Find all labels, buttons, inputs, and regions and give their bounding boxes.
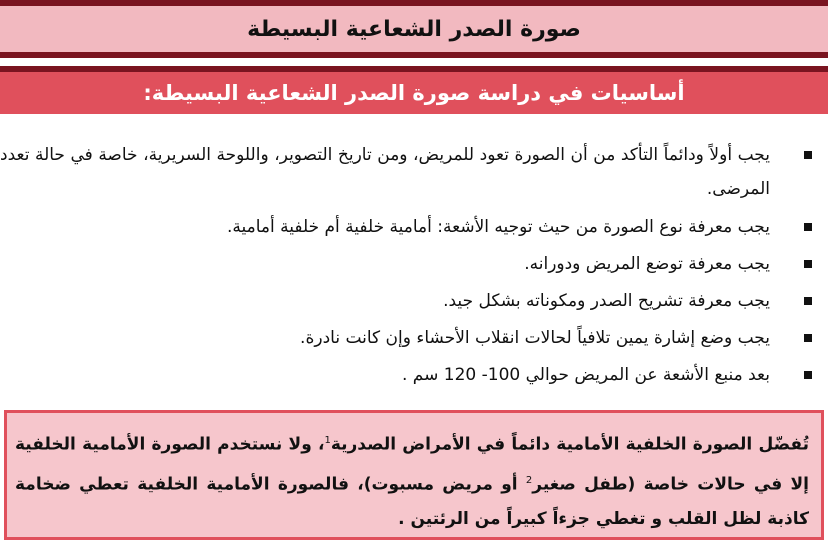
list-item [0, 358, 828, 392]
list-item [0, 138, 828, 206]
square-bullet-icon [804, 371, 812, 379]
page-title: صورة الصدر الشعاعية البسيطة [247, 16, 581, 42]
square-bullet-icon [804, 260, 812, 268]
note-part-2: ، ولا نستخدم الصورة الأمامية الخلفية إلا في حالات خاصة (طفل صغير [15, 434, 809, 495]
section-bar [0, 66, 828, 114]
list-item [0, 210, 828, 244]
list-item-text: يجب معرفة تشريح الصدر ومكوناته بشكل جيد. [443, 291, 770, 311]
list-item-text: يجب وضع إشارة يمين تلافياً لحالات انقلاب الأحشاء وإن كانت نادرة. [300, 328, 770, 348]
square-bullet-icon [804, 297, 812, 305]
footnote-ref-2[interactable]: 2 [525, 474, 533, 486]
square-bullet-icon [804, 334, 812, 342]
title-bar [0, 6, 828, 58]
list-item [0, 247, 828, 281]
square-bullet-icon [804, 151, 812, 159]
note-text [15, 423, 809, 537]
section-heading: أساسيات في دراسة صورة الصدر الشعاعية البسيطة: [143, 81, 685, 105]
list-item [0, 321, 828, 355]
list-item-text: بعد منبع الأشعة عن المريض حوالي 100- 120 سم . [401, 365, 770, 385]
list-item-text: يجب أولاً ودائماً التأكد من أن الصورة تعود للمريض، ومن تاريخ التصوير، واللوحة السريرية، خاصة في حالة تعدد المرضى. [0, 145, 770, 199]
note-part-3: أو مريض مسبوت)، فالصورة الأمامية الخلفية تعطي ضخامة كاذبة لظل القلب و تغطي جزءاً كبيراً من الرئتين . [15, 474, 809, 530]
square-bullet-icon [804, 223, 812, 231]
note-part-1: تُفضّل الصورة الخلفية الأمامية دائماً في الأمراض الصدرية [330, 434, 809, 455]
list-item-text: يجب معرفة توضع المريض ودورانه. [524, 254, 770, 274]
list-item [0, 284, 828, 318]
footnote-ref-1[interactable]: 1 [324, 435, 331, 446]
note-box [4, 410, 824, 540]
list-item-text: يجب معرفة نوع الصورة من حيث توجيه الأشعة: أمامية خلفية أم خلفية أمامية. [226, 217, 770, 237]
bullet-list [0, 138, 828, 395]
